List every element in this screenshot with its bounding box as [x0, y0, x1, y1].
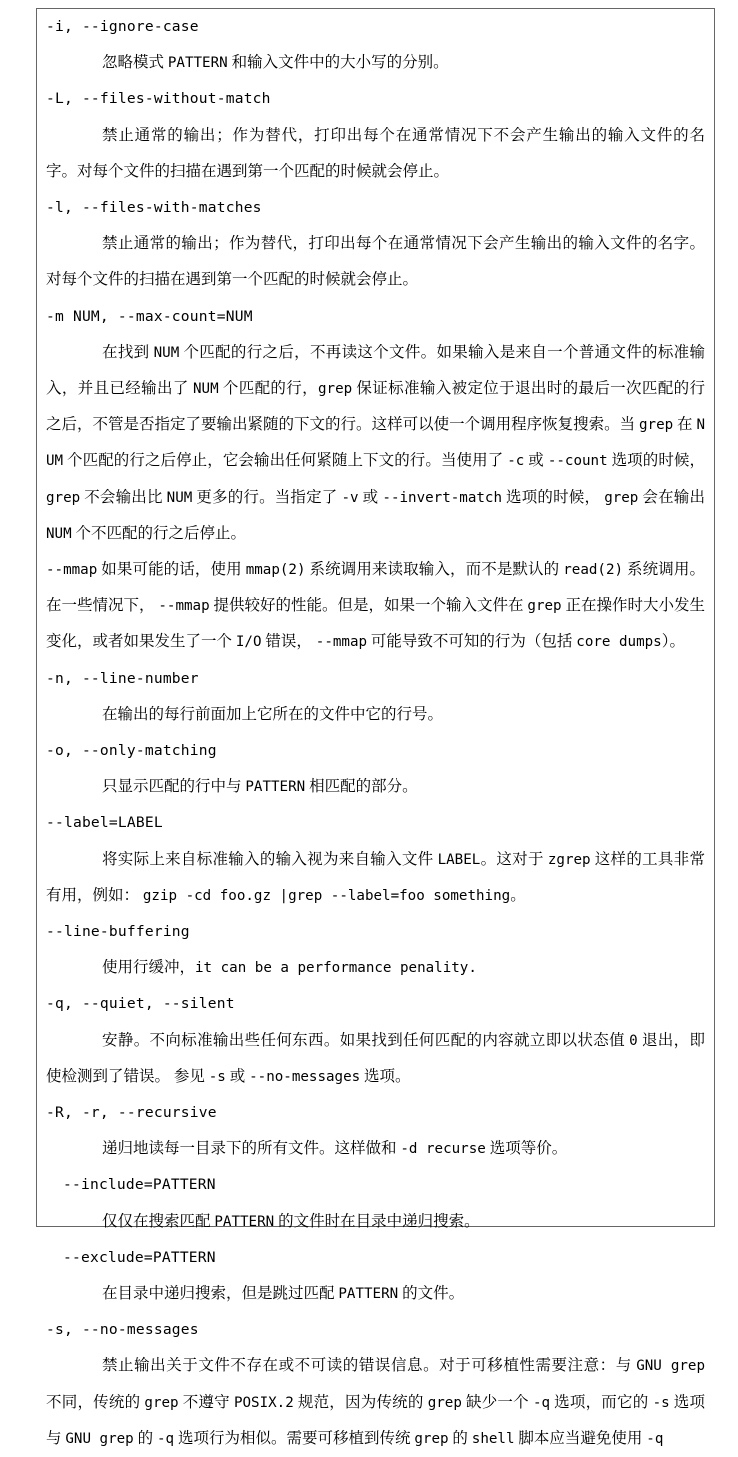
desc-seg: 脚本应当避免使用: [514, 1429, 647, 1447]
option-heading-line-number: -n, --line-number: [46, 669, 199, 687]
desc-seg: 正在操作时大小发生变化，或者如果发生了一个: [46, 597, 705, 651]
desc-seg: 的文件时在目录中递归搜索。: [274, 1212, 480, 1230]
option-description-mmap: [46, 552, 705, 661]
desc-seg: 选项等价。: [485, 1140, 568, 1158]
option-heading-files-with-matches: -l, --files-with-matches: [46, 198, 262, 216]
option-description-files-with-matches: 禁止通常的输出；作为替代，打印出每个在通常情况下会产生输出的输入文件的名字。对每个文件的扫描在遇到第一个匹配的时候就会停止。: [46, 235, 705, 289]
desc-seg: 提供较好的性能。但是，如果一个输入文件在: [209, 597, 528, 615]
code-grep: grep: [414, 1430, 449, 1447]
code-mmap-flag: --mmap: [158, 598, 210, 615]
desc-seg: 选项与: [46, 1393, 705, 1447]
desc-seg: 选项的时候，: [607, 452, 705, 470]
code-q-flag: -q: [532, 1394, 551, 1411]
code-num: NUM: [166, 489, 193, 506]
desc-seg: 的文件。: [398, 1284, 465, 1302]
code-grep: grep: [527, 598, 562, 615]
code-read-syscall: read(2): [563, 561, 624, 578]
desc-seg: 只显示匹配的行中与: [102, 778, 246, 796]
option-heading-mmap: --mmap: [46, 561, 98, 578]
code-io: I/O: [235, 634, 262, 651]
desc-seg: ）。: [661, 633, 685, 651]
code-pattern: PATTERN: [214, 1213, 275, 1230]
option-description-only-matching: [46, 769, 705, 805]
desc-seg: 选项。: [360, 1067, 411, 1085]
option-heading-include: --include=PATTERN: [63, 1176, 216, 1194]
code-num: NUM: [192, 380, 219, 397]
desc-text: 忽略模式: [102, 54, 168, 72]
code-gnu: GNU: [636, 1358, 662, 1375]
code-d-recurse: -d recurse: [400, 1141, 486, 1158]
desc-seg: 不会输出比: [80, 488, 167, 506]
code-grep: grep: [427, 1394, 462, 1411]
desc-seg: 的: [133, 1429, 157, 1447]
option-heading-recursive: -R, -r, --recursive: [46, 1103, 217, 1121]
code-mmap-syscall: mmap(2): [245, 561, 306, 578]
code-v-flag: -v: [341, 489, 359, 506]
desc-seg: 在: [673, 416, 697, 434]
code-grep: grep: [604, 489, 639, 506]
desc-seg: 在目录中递归搜索，但是跳过匹配: [102, 1284, 339, 1302]
desc-seg: 如果可能的话，使用: [97, 560, 246, 578]
desc-seg: 系统调用来读取输入，而不是默认的: [305, 560, 564, 578]
code-pattern: PATTERN: [338, 1285, 399, 1302]
desc-seg: 或: [225, 1067, 250, 1085]
code-grep: grep: [318, 380, 353, 397]
desc-seg: 系统调用。在一些情况下，: [46, 560, 705, 615]
option-heading-exclude: --exclude=PATTERN: [63, 1248, 216, 1266]
code-exit-status: 0: [629, 1032, 638, 1049]
option-description-files-without-match: 禁止通常的输出；作为替代，打印出每个在通常情况下不会产生输出的输入文件的名字。对每个文件的扫描在遇到第一个匹配的时候就会停止。: [46, 126, 705, 180]
desc-seg: 错误，: [261, 633, 316, 651]
code-invert-flag: --invert-match: [382, 489, 502, 506]
desc-text-cont: 和输入文件中的大小写的分别。: [227, 54, 449, 72]
desc-seg: 安静。不向标准输出些任何东西。如果找到任何匹配的内容就立即以状态值: [102, 1031, 630, 1049]
desc-seg: 仅仅在搜索匹配: [102, 1212, 215, 1230]
desc-seg: 递归地读每一目录下的所有文件。这样做和: [102, 1140, 401, 1158]
code-example-command: gzip -cd foo.gz |grep --label=foo something: [142, 887, 511, 904]
code-s-flag: -s: [652, 1394, 670, 1411]
code-posix: POSIX.2: [233, 1394, 294, 1411]
desc-seg: 使用行缓冲，: [102, 959, 196, 977]
option-description-max-count: [46, 335, 705, 552]
option-description-line-number: 在输出的每行前面加上它所在的文件中它的行号。: [102, 705, 444, 723]
code-pattern: PATTERN: [167, 55, 228, 72]
option-heading-no-messages: -s, --no-messages: [46, 1321, 199, 1339]
code-s-flag: -s: [208, 1068, 226, 1085]
desc-seg: 规范，因为传统的: [293, 1393, 428, 1411]
option-description-label: [46, 842, 705, 914]
desc-seg: 选项的时候，: [502, 488, 605, 506]
desc-seg: 更多的行。当指定了: [192, 488, 342, 506]
option-description-exclude: [46, 1276, 705, 1312]
desc-seg: 个不匹配的行之后停止。: [71, 524, 247, 542]
option-description-no-messages: [46, 1348, 705, 1457]
desc-seg: 选项，而它的: [550, 1393, 653, 1411]
option-heading-quiet: -q, --quiet, --silent: [46, 995, 235, 1013]
code-grep: grep: [144, 1394, 179, 1411]
desc-seg: 选项行为相似。需要可移植到传统: [174, 1429, 415, 1447]
desc-seg: 个匹配的行之后停止，它会输出任何紧随上下文的行。当使用了: [63, 452, 508, 470]
desc-seg: 或: [524, 452, 548, 470]
code-zgrep: zgrep: [547, 851, 591, 868]
desc-seg: 保证标准输入被定位于退出时的最后一次匹配的行之后，不管是否指定了要输出紧随的下文的行。这样可以使一个调用程序恢复搜索。当: [46, 379, 705, 434]
code-q-flag: -q: [646, 1430, 664, 1447]
option-heading-max-count: -m NUM, --max-count=NUM: [46, 307, 253, 325]
desc-seg: 不遵守: [178, 1393, 234, 1411]
desc-seg: 个匹配的行，: [218, 379, 319, 397]
code-mmap-flag: --mmap: [315, 634, 368, 651]
desc-seg: 或: [358, 488, 383, 506]
code-pattern: PATTERN: [245, 779, 306, 796]
code-num: NUM: [153, 344, 180, 361]
desc-seg: 将实际上来自标准输入的输入视为来自输入文件: [102, 850, 438, 868]
code-gnu-grep: GNU grep: [65, 1430, 134, 1447]
document-page-frame: [36, 8, 715, 1447]
desc-seg: 不同，传统的: [46, 1393, 145, 1411]
desc-seg: 在找到: [102, 343, 154, 361]
option-description-line-buffering: [46, 950, 705, 986]
code-english-note: it can be a performance penality.: [195, 960, 477, 977]
code-no-messages-flag: --no-messages: [249, 1068, 361, 1085]
option-description-recursive: [46, 1131, 705, 1167]
option-heading-ignore-case: -i, --ignore-case: [46, 18, 199, 35]
code-q-flag: -q: [157, 1430, 175, 1447]
desc-seg: 缺少一个: [461, 1393, 533, 1411]
option-heading-label: --label=LABEL: [46, 814, 163, 832]
code-num: NUM: [46, 525, 72, 542]
code-shell: shell: [471, 1430, 515, 1447]
code-core-dumps: core dumps: [576, 634, 662, 651]
option-description-ignore-case: [46, 45, 705, 81]
code-num: NUM: [46, 417, 705, 470]
desc-seg: 。: [510, 886, 526, 904]
desc-seg: 退出，即使检测到了错误。 参见: [46, 1031, 705, 1085]
desc-seg: 的: [448, 1429, 472, 1447]
option-description-quiet: [46, 1023, 705, 1095]
desc-seg: 个匹配的行之后，不再读这个文件。如果输入是来自一个普通文件的标准输入，并且已经输出了: [46, 343, 705, 397]
code-grep: grep: [639, 417, 674, 434]
code-grep: grep: [46, 489, 81, 506]
desc-seg: 会在输出: [638, 488, 705, 506]
code-c-flag: -c: [507, 453, 525, 470]
code-label: LABEL: [437, 851, 481, 868]
desc-seg: 禁止输出关于文件不存在或不可读的错误信息。对于可移植性需要注意：与: [102, 1357, 637, 1375]
option-heading-files-without-match: -L, --files-without-match: [46, 90, 271, 108]
desc-seg: 。这对于: [480, 850, 548, 868]
option-heading-line-buffering: --line-buffering: [46, 922, 190, 940]
desc-seg: 可能导致不可知的行为（包括: [367, 633, 577, 651]
option-description-include: [46, 1204, 705, 1240]
code-grep: grep: [670, 1358, 705, 1375]
desc-seg: 这样的工具非常有用，例如：: [46, 850, 705, 904]
desc-seg: 相匹配的部分。: [305, 778, 418, 796]
option-heading-only-matching: -o, --only-matching: [46, 741, 217, 759]
code-count-flag: --count: [547, 453, 608, 470]
